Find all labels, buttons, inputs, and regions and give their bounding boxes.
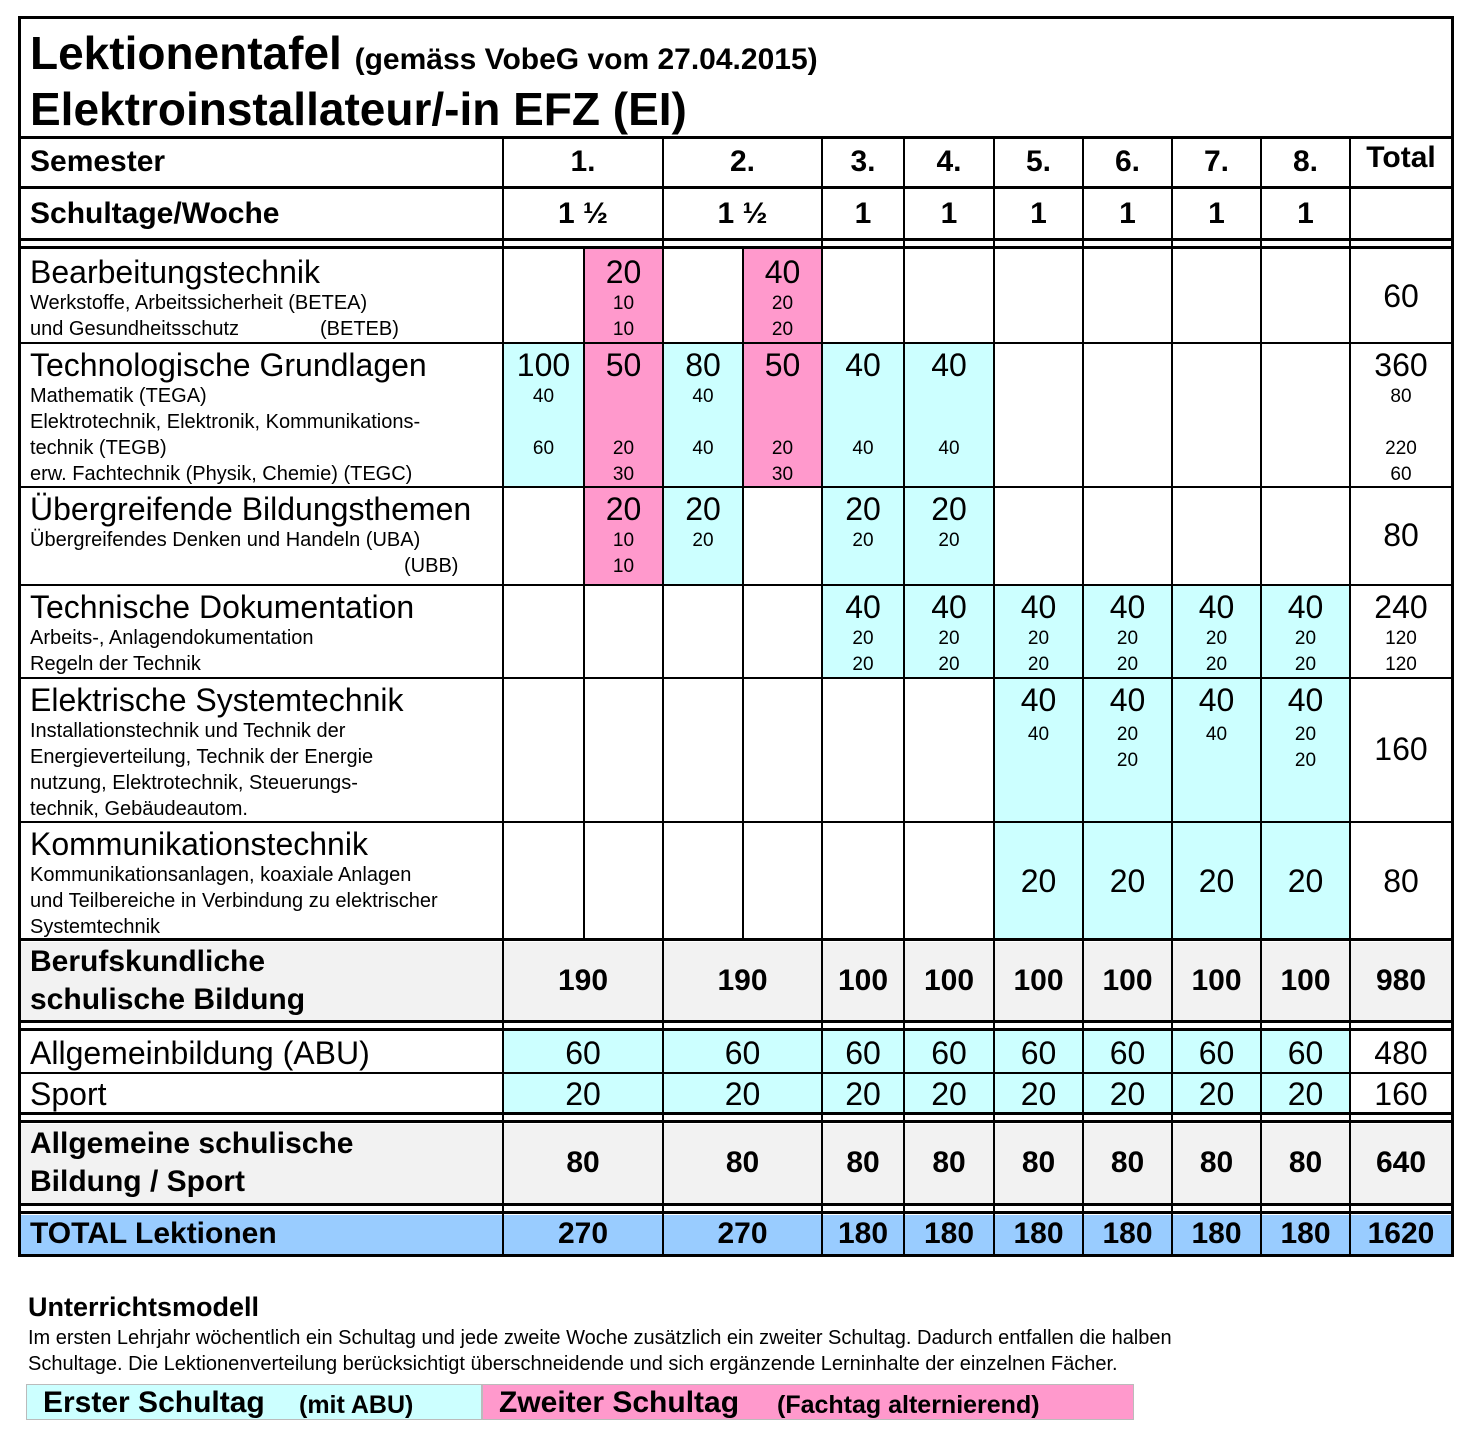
grand_total-value: 270 bbox=[557, 1217, 609, 1250]
berufskunde-value: 100 bbox=[1013, 964, 1064, 997]
berufskunde-total: 980 bbox=[1375, 964, 1427, 997]
v-line bbox=[583, 246, 585, 940]
h-line bbox=[18, 16, 1454, 19]
allgemein-value: 80 bbox=[932, 1146, 966, 1179]
sport-value: 20 bbox=[1020, 1076, 1057, 1112]
total-label: TOTAL Lektionen bbox=[30, 1217, 277, 1250]
cell-subvalue: 20 bbox=[771, 293, 794, 314]
row-total-sub: 220 bbox=[1385, 438, 1417, 459]
cell-value: 40 bbox=[1287, 589, 1324, 625]
sport-value: 20 bbox=[724, 1076, 761, 1112]
semester-5: 5. bbox=[1025, 145, 1052, 178]
subject-detail: und Teilbereiche in Verbindung zu elektrischer bbox=[30, 890, 438, 912]
cell-value: 40 bbox=[1198, 682, 1235, 718]
subject-detail: Arbeits-, Anlagendokumentation bbox=[30, 627, 314, 649]
allgemein-label-1: Allgemeine schulische bbox=[30, 1127, 354, 1160]
cell-subvalue: 40 bbox=[532, 386, 555, 407]
grand_total-value: 180 bbox=[1013, 1217, 1064, 1250]
days-1: 1 ½ bbox=[557, 197, 609, 230]
cell-value: 40 bbox=[1020, 589, 1057, 625]
sport-total: 160 bbox=[1374, 1076, 1428, 1112]
cell-value: 40 bbox=[1020, 682, 1057, 718]
subject-name: Kommunikationstechnik bbox=[30, 826, 368, 862]
berufskunde-value: 100 bbox=[1102, 964, 1153, 997]
cell-value: 40 bbox=[1198, 589, 1235, 625]
subject-detail: Kommunikationsanlagen, koaxiale Anlagen bbox=[30, 864, 412, 886]
cell-subvalue: 60 bbox=[532, 438, 555, 459]
subject-detail: Elektrotechnik, Elektronik, Kommunikations- bbox=[30, 411, 421, 433]
v-line bbox=[993, 136, 995, 1256]
h-line bbox=[18, 486, 1454, 488]
cell-subvalue: 10 bbox=[612, 530, 635, 551]
sport-value: 20 bbox=[1198, 1076, 1235, 1112]
semester-7: 7. bbox=[1203, 145, 1230, 178]
cell-value: 20 bbox=[845, 491, 881, 527]
cell-subvalue: 20 bbox=[852, 654, 874, 675]
h-line bbox=[18, 1203, 1454, 1206]
allgemein-value: 80 bbox=[725, 1146, 760, 1179]
abu-value: 60 bbox=[565, 1035, 601, 1071]
grand_total-value: 180 bbox=[923, 1217, 975, 1250]
subject-name: Technologische Grundlagen bbox=[30, 347, 427, 383]
cell-value: 20 bbox=[1198, 862, 1235, 899]
grand_total-value: 180 bbox=[1102, 1217, 1153, 1250]
h-line bbox=[18, 238, 1454, 241]
row-total: 60 bbox=[1383, 277, 1419, 314]
cell-subvalue: 20 bbox=[852, 530, 874, 551]
h-line bbox=[18, 938, 1454, 941]
semester-2: 2. bbox=[729, 145, 756, 178]
days-4: 1 bbox=[940, 197, 958, 230]
cell-subvalue: 10 bbox=[612, 293, 635, 314]
cell-value: 40 bbox=[1109, 682, 1146, 718]
h-line bbox=[18, 136, 1454, 139]
abu-value: 60 bbox=[1287, 1035, 1324, 1071]
h-line bbox=[18, 1072, 1454, 1074]
cell-subvalue: 20 bbox=[1116, 724, 1139, 745]
subject-name: Übergreifende Bildungsthemen bbox=[30, 491, 472, 527]
cell-subvalue: 20 bbox=[1116, 654, 1139, 675]
v-line bbox=[1082, 136, 1084, 1256]
h-line bbox=[18, 1120, 1454, 1123]
sport-value: 20 bbox=[931, 1076, 967, 1112]
cell-subvalue: 20 bbox=[1116, 628, 1139, 649]
v-line bbox=[821, 136, 823, 1256]
semester-6: 6. bbox=[1114, 145, 1141, 178]
allgemein-value: 80 bbox=[1199, 1146, 1234, 1179]
cell-subvalue: 10 bbox=[612, 556, 635, 577]
legend-second-main: Zweiter Schultag bbox=[499, 1386, 740, 1419]
subject-detail: Werkstoffe, Arbeitssicherheit (BETEA) bbox=[30, 292, 368, 314]
days-2: 1 ½ bbox=[717, 197, 768, 230]
allgemein-value: 80 bbox=[1288, 1146, 1323, 1179]
cell-value: 80 bbox=[685, 347, 721, 383]
cell-subvalue: 20 bbox=[692, 530, 714, 551]
row-total-sub: 120 bbox=[1385, 654, 1417, 675]
abu-total: 480 bbox=[1374, 1035, 1428, 1071]
row-total-sub: 60 bbox=[1390, 464, 1412, 485]
h-line bbox=[18, 584, 1454, 586]
sport-value: 20 bbox=[1287, 1076, 1324, 1112]
grand_total-value: 270 bbox=[717, 1217, 768, 1250]
title-main: Lektionentafel bbox=[30, 27, 342, 79]
h-line bbox=[18, 1211, 1454, 1214]
abu-value: 60 bbox=[845, 1035, 881, 1071]
cell-subvalue: 20 bbox=[1027, 654, 1050, 675]
v-line bbox=[903, 136, 905, 1256]
v-line bbox=[742, 246, 744, 940]
sport-label: Sport bbox=[30, 1076, 107, 1112]
cell-value: 40 bbox=[845, 589, 881, 625]
h-line bbox=[18, 677, 1454, 679]
cell-value: 20 bbox=[1020, 862, 1057, 899]
cell-subvalue: 40 bbox=[852, 438, 874, 459]
berufskunde-value: 190 bbox=[557, 964, 609, 997]
subject-detail: erw. Fachtechnik (Physik, Chemie) (TEGC) bbox=[30, 463, 413, 485]
berufskunde-value: 100 bbox=[1280, 964, 1331, 997]
subject-detail: Energieverteilung, Technik der Energie bbox=[30, 746, 374, 768]
cell-value: 20 bbox=[685, 491, 721, 527]
berufskunde-label-1: Berufskundliche bbox=[30, 945, 266, 978]
sport-value: 20 bbox=[565, 1076, 601, 1112]
cell-subvalue: 40 bbox=[938, 438, 960, 459]
allgemein-value: 80 bbox=[846, 1146, 880, 1179]
days-5: 1 bbox=[1030, 197, 1047, 230]
allgemein-label-2: Bildung / Sport bbox=[30, 1165, 245, 1198]
cell-value: 20 bbox=[1287, 862, 1324, 899]
abu-value: 60 bbox=[1109, 1035, 1146, 1071]
berufskunde-value: 100 bbox=[837, 964, 889, 997]
subject-detail: Mathematik (TEGA) bbox=[30, 385, 207, 407]
row-total: 80 bbox=[1383, 862, 1419, 899]
subject-detail: technik (TEGB) bbox=[30, 437, 167, 459]
legend-first-main: Erster Schultag bbox=[43, 1386, 265, 1419]
allgemein-value: 80 bbox=[1021, 1146, 1056, 1179]
legend-first-day bbox=[26, 1384, 482, 1420]
cell-subvalue: 40 bbox=[1027, 724, 1050, 745]
v-line bbox=[662, 136, 664, 1256]
model-heading: Unterrichtsmodell bbox=[28, 1292, 260, 1322]
model-text-2: Schultage. Die Lektionenverteilung berücksichtigt überschneidende und sich ergänzende Lerninhalte der einzelnen Fächer. bbox=[28, 1353, 1118, 1375]
cell-subvalue: 20 bbox=[771, 319, 794, 340]
berufskunde-label-2: schulische Bildung bbox=[30, 983, 306, 1016]
cell-subvalue: 10 bbox=[612, 319, 635, 340]
cell-value: 40 bbox=[845, 347, 881, 383]
semester-1: 1. bbox=[570, 145, 596, 178]
grand_total-total: 1620 bbox=[1367, 1217, 1435, 1250]
subject-name: Technische Dokumentation bbox=[30, 589, 415, 625]
h-line bbox=[18, 246, 1454, 249]
cell-subvalue: 20 bbox=[1294, 750, 1317, 771]
h-line bbox=[18, 1028, 1454, 1031]
cell-subvalue: 30 bbox=[612, 464, 635, 485]
h-line bbox=[18, 821, 1454, 823]
allgemein-total: 640 bbox=[1375, 1146, 1427, 1179]
v-line bbox=[1260, 136, 1262, 1256]
subject-detail: Regeln der Technik bbox=[30, 653, 201, 675]
cell-subvalue: 20 bbox=[938, 628, 960, 649]
v-line bbox=[502, 136, 504, 1256]
days-label: Schultage/Woche bbox=[30, 197, 280, 230]
h-line bbox=[18, 1254, 1454, 1257]
days-3: 1 bbox=[854, 197, 872, 230]
cell-value: 40 bbox=[931, 347, 967, 383]
berufskunde-value: 190 bbox=[717, 964, 768, 997]
model-text-1: Im ersten Lehrjahr wöchentlich ein Schultag und jede zweite Woche zusätzlich ein zweiter Schultag. Dadurch entfallen die halben bbox=[28, 1327, 1172, 1349]
cell-subvalue: 20 bbox=[1205, 628, 1228, 649]
title-profession: Elektroinstallateur/-in EFZ (EI) bbox=[30, 83, 687, 135]
subject-detail: Systemtechnik bbox=[30, 916, 161, 938]
row-total: 80 bbox=[1383, 517, 1419, 553]
cell-value: 40 bbox=[1287, 682, 1324, 718]
cell-subvalue: 20 bbox=[1294, 628, 1317, 649]
abu-value: 60 bbox=[931, 1035, 967, 1071]
abu-value: 60 bbox=[724, 1035, 761, 1071]
legend-second-note: (Fachtag alternierend) bbox=[777, 1391, 1040, 1419]
cell-subvalue: 40 bbox=[692, 438, 714, 459]
cell-subvalue: 20 bbox=[852, 628, 874, 649]
sport-value: 20 bbox=[1109, 1076, 1146, 1112]
cell-subvalue: 20 bbox=[1294, 724, 1317, 745]
cell-value: 40 bbox=[931, 589, 967, 625]
legend-first-note: (mit ABU) bbox=[299, 1391, 414, 1419]
abu-value: 60 bbox=[1198, 1035, 1235, 1071]
cell-value: 20 bbox=[605, 254, 642, 290]
grand_total-value: 180 bbox=[1280, 1217, 1331, 1250]
h-line bbox=[18, 1112, 1454, 1115]
h-line bbox=[18, 342, 1454, 344]
subject-detail: (UBB) bbox=[404, 555, 459, 577]
subject-detail: (BETEB) bbox=[320, 318, 399, 340]
subject-detail: und Gesundheitsschutz bbox=[30, 318, 240, 340]
row-total: 160 bbox=[1374, 731, 1428, 767]
cell-subvalue: 20 bbox=[1294, 654, 1317, 675]
row-total: 240 bbox=[1374, 589, 1428, 625]
title-regulation: (gemäss VobeG vom 27.04.2015) bbox=[354, 43, 818, 76]
days-7: 1 bbox=[1208, 197, 1225, 230]
v-line bbox=[18, 16, 21, 1256]
cell-subvalue: 20 bbox=[938, 530, 960, 551]
sport-value: 20 bbox=[845, 1076, 881, 1112]
v-line bbox=[1349, 136, 1351, 1256]
days-8: 1 bbox=[1297, 197, 1314, 230]
cell-subvalue: 20 bbox=[612, 438, 635, 459]
cell-subvalue: 40 bbox=[692, 386, 714, 407]
subject-name: Bearbeitungstechnik bbox=[30, 254, 320, 290]
cell-value: 100 bbox=[516, 347, 571, 383]
cell-subvalue: 20 bbox=[771, 438, 794, 459]
legend-second-day bbox=[482, 1384, 1134, 1420]
cell-subvalue: 20 bbox=[1116, 750, 1139, 771]
subject-detail: nutzung, Elektrotechnik, Steuerungs- bbox=[30, 772, 358, 794]
berufskunde-value: 100 bbox=[1191, 964, 1242, 997]
cell-subvalue: 20 bbox=[1027, 628, 1050, 649]
cell-value: 20 bbox=[1109, 862, 1146, 899]
cell-value: 40 bbox=[764, 254, 801, 290]
h-line bbox=[18, 1020, 1454, 1023]
semester-4: 4. bbox=[936, 145, 962, 178]
cell-subvalue: 30 bbox=[771, 464, 794, 485]
subject-detail: Übergreifendes Denken und Handeln (UBA) bbox=[30, 529, 421, 551]
v-line bbox=[1171, 136, 1173, 1256]
cell-value: 50 bbox=[605, 347, 642, 383]
allgemein-value: 80 bbox=[1110, 1146, 1145, 1179]
allgemein-value: 80 bbox=[566, 1146, 600, 1179]
subject-name: Elektrische Systemtechnik bbox=[30, 682, 404, 718]
cell-subvalue: 20 bbox=[1205, 654, 1228, 675]
subject-detail: Installationstechnik und Technik der bbox=[30, 720, 346, 742]
cell-subvalue: 40 bbox=[1205, 724, 1228, 745]
berufskunde-value: 100 bbox=[923, 964, 975, 997]
row-total-sub: 120 bbox=[1385, 628, 1417, 649]
row-total-sub: 80 bbox=[1390, 386, 1412, 407]
abu-label: Allgemeinbildung (ABU) bbox=[30, 1035, 370, 1071]
cell-subvalue: 20 bbox=[938, 654, 960, 675]
total-header: Total bbox=[1366, 141, 1436, 174]
semester-8: 8. bbox=[1292, 145, 1319, 178]
cell-value: 20 bbox=[931, 491, 967, 527]
row-total: 360 bbox=[1374, 347, 1428, 383]
semester-3: 3. bbox=[850, 145, 876, 178]
page-title bbox=[30, 27, 818, 79]
cell-value: 40 bbox=[1109, 589, 1146, 625]
h-line bbox=[18, 186, 1454, 189]
cell-value: 20 bbox=[605, 491, 642, 527]
v-line bbox=[1451, 16, 1454, 1256]
cell-value: 50 bbox=[764, 347, 801, 383]
days-6: 1 bbox=[1119, 197, 1136, 230]
grand_total-value: 180 bbox=[1191, 1217, 1242, 1250]
abu-value: 60 bbox=[1020, 1035, 1057, 1071]
grand_total-value: 180 bbox=[837, 1217, 889, 1250]
subject-detail: technik, Gebäudeautom. bbox=[30, 798, 248, 820]
semester-label: Semester bbox=[30, 145, 166, 178]
